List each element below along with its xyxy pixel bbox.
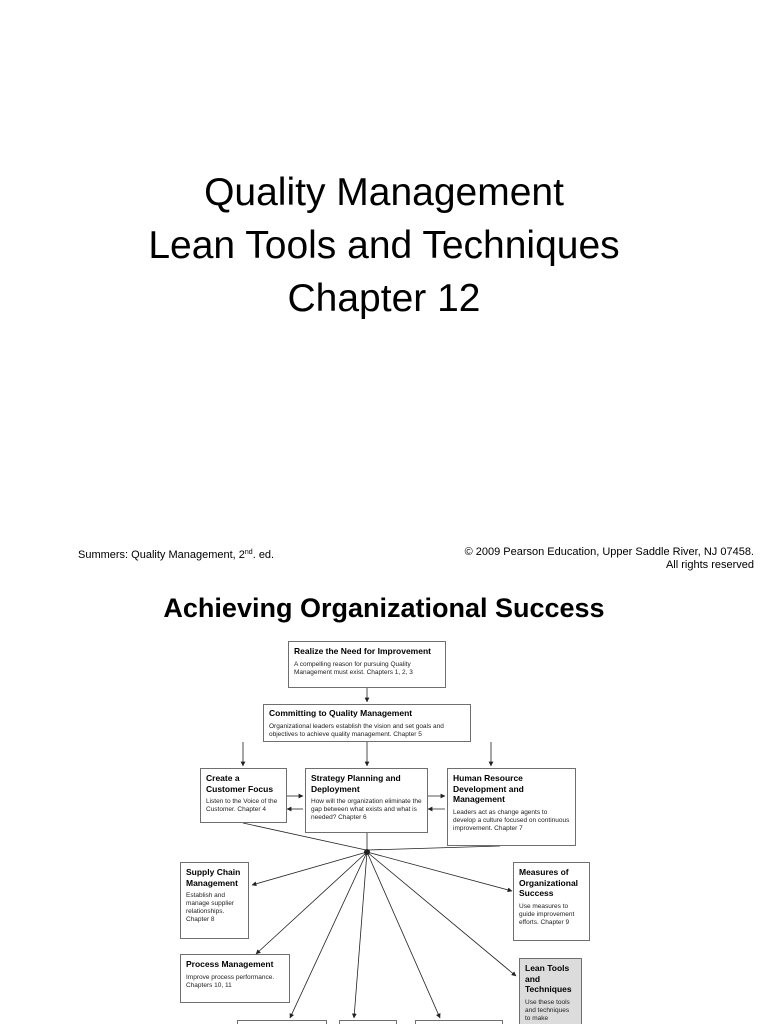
box-strategy-planning-text: How will the organization eliminate the gap between what exists and what is needed? Chapter 6 — [311, 798, 422, 821]
footer-citation — [78, 546, 274, 562]
title-line-2: Lean Tools and Techniques — [148, 224, 620, 267]
copyright-line-1: © 2009 Pearson Education, Upper Saddle River, NJ 07458. — [464, 546, 754, 558]
box-customer-focus-text: Listen to the Voice of the Customer. Chapter 4 — [206, 798, 278, 813]
box-process-management-title: Process Management — [186, 959, 274, 969]
line-hr-hub — [368, 846, 500, 850]
box-measures — [513, 862, 590, 941]
box-bottom-2 — [339, 1020, 397, 1024]
box-measures-title: Measures of Organizational Success — [519, 867, 579, 898]
title-line-3: Chapter 12 — [287, 277, 481, 320]
arrow-hub-measures — [367, 852, 512, 891]
box-strategy-planning — [305, 768, 428, 833]
arrow-hub-bottom-3 — [367, 852, 440, 1018]
title-line-1: Quality Management — [204, 171, 564, 214]
footer-citation-suffix: . ed. — [252, 549, 275, 561]
arrow-hub-process — [256, 852, 367, 954]
box-supply-chain-title: Supply Chain Management — [186, 867, 241, 888]
hub-node — [364, 849, 370, 855]
box-committing-title: Committing to Quality Management — [269, 708, 413, 718]
arrow-hub-supply — [252, 852, 367, 885]
box-supply-chain-text: Establish and manage supplier relationships. Chapter 8 — [186, 892, 235, 923]
box-process-management — [180, 954, 290, 1003]
box-bottom-3 — [415, 1020, 503, 1024]
box-realize-need-text: A compelling reason for pursuing Quality Management must exist. Chapters 1, 2, 3 — [294, 660, 413, 676]
box-bottom-1 — [237, 1020, 327, 1024]
box-customer-focus-title: Create a Customer Focus — [206, 773, 274, 794]
box-process-management-text: Improve process performance. Chapters 10, 11 — [186, 973, 275, 989]
box-lean-tools-text: Use these tools and techniques to make — [525, 998, 570, 1022]
box-human-resource-text: Leaders act as change agents to develop a culture focused on continuous improvement. Chapter 7 — [453, 808, 570, 832]
slide1-title — [0, 166, 768, 325]
box-measures-text: Use measures to guide improvement efforts. Chapter 9 — [519, 902, 575, 926]
box-lean-tools — [519, 958, 582, 1024]
arrow-hub-bottom-1 — [290, 852, 367, 1018]
arrow-hub-bottom-2 — [354, 852, 367, 1018]
box-human-resource — [447, 768, 576, 846]
box-lean-tools-title: Lean Tools and Techniques — [525, 963, 572, 994]
copyright-line-2: All rights reserved — [665, 559, 754, 571]
box-human-resource-title: Human Resource Development and Management — [453, 773, 524, 804]
box-customer-focus — [200, 768, 287, 823]
footer-citation-sup: nd — [244, 549, 253, 556]
footer-copyright — [465, 546, 754, 572]
box-committing-text: Organizational leaders establish the vision and set goals and objectives to achieve quality management. Chapter 5 — [269, 722, 444, 738]
footer-citation-prefix: Summers: Quality Management, 2 — [78, 549, 245, 561]
flow-diagram — [180, 638, 590, 1024]
slide2-title: Achieving Organizational Success — [163, 593, 605, 623]
box-committing — [263, 704, 471, 742]
box-supply-chain — [180, 862, 249, 939]
box-realize-need-title: Realize the Need for Improvement — [294, 646, 431, 656]
box-realize-need — [288, 641, 446, 688]
box-strategy-planning-title: Strategy Planning and Deployment — [311, 773, 401, 794]
arrow-hub-lean — [367, 852, 516, 976]
